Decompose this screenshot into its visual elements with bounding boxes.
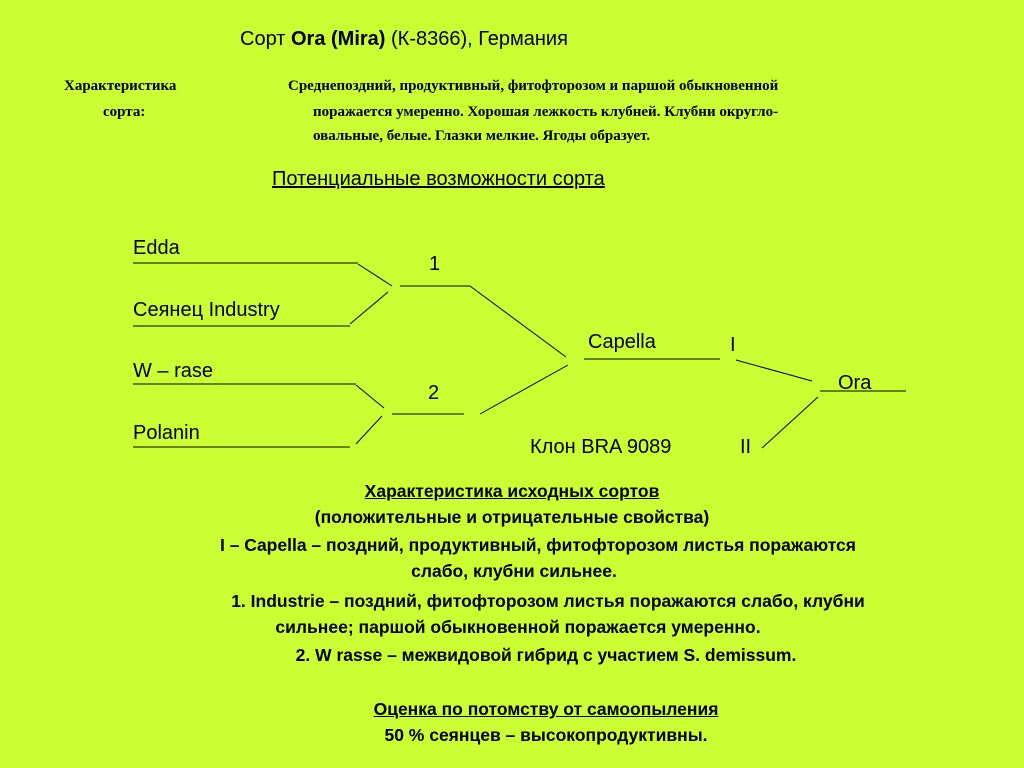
- source-line-5: 2. W rasse – межвидовой гибрид с участием S. demissum.: [295, 645, 797, 665]
- potential-heading: Потенциальные возможности сорта: [272, 168, 605, 190]
- result-ora: Ora: [838, 372, 872, 394]
- cross-2-label: 2: [428, 382, 440, 404]
- source-heading: Характеристика исходных сортов: [364, 481, 660, 501]
- intermediate-capella: Capella: [588, 331, 656, 353]
- characteristic-label-2: сорта:: [103, 104, 146, 120]
- characteristic-desc-line-1: Среднепоздний, продуктивный, фитофторозом и паршой обыкновенной: [288, 78, 779, 94]
- pedigree-labels: [133, 237, 872, 458]
- cross1-to-capella: [470, 286, 566, 357]
- progeny-value: 50 % сеянцев – высокопродуктивны.: [384, 725, 708, 745]
- cross-1-label: 1: [429, 253, 441, 275]
- clone-to-ora: [762, 397, 818, 448]
- parent-edda: Edda: [133, 237, 180, 259]
- parent-seedling-industry: Сеянец Industry: [133, 299, 280, 321]
- characteristic-label: Характеристика: [64, 78, 177, 94]
- wrase-to-cross2: [356, 385, 384, 408]
- roman-label-1: I: [730, 334, 736, 356]
- variety-name: Ora (Mira): [290, 28, 386, 50]
- progeny-heading: Оценка по потомству от самоопыления: [373, 699, 719, 719]
- title-suffix: (К-8366), Германия: [391, 28, 568, 50]
- title-prefix: Сорт: [240, 28, 286, 50]
- seedling-to-cross1: [350, 292, 388, 324]
- source-line-4: сильнее; паршой обыкновенной поражается умеренно.: [275, 617, 761, 637]
- cross2-to-capella: [480, 365, 568, 414]
- clone-label: Клон BRA 9089: [530, 436, 672, 458]
- pedigree-lines: [133, 263, 906, 448]
- parent-polanin: Polanin: [133, 422, 200, 444]
- source-line-2: слабо, клубни сильнее.: [411, 561, 617, 581]
- polanin-to-cross2: [356, 416, 382, 444]
- roman-label-2: II: [740, 436, 752, 458]
- capella-to-ora: [736, 360, 812, 381]
- edda-to-cross1: [358, 264, 392, 286]
- characteristic-desc-line-3: овальные, белые. Глазки мелкие. Ягоды образует.: [313, 128, 651, 144]
- source-line-1: I – Capella – поздний, продуктивный, фитофторозом листья поражаются: [219, 535, 856, 555]
- source-line-3: 1. Industrie – поздний, фитофторозом листья поражаются слабо, клубни: [231, 591, 865, 611]
- characteristic-desc-line-2: поражается умеренно. Хорошая лежкость клубней. Клубни округло-: [313, 104, 779, 120]
- parent-w-rase: W – rase: [133, 360, 214, 382]
- source-subheading: (положительные и отрицательные свойства): [314, 507, 710, 527]
